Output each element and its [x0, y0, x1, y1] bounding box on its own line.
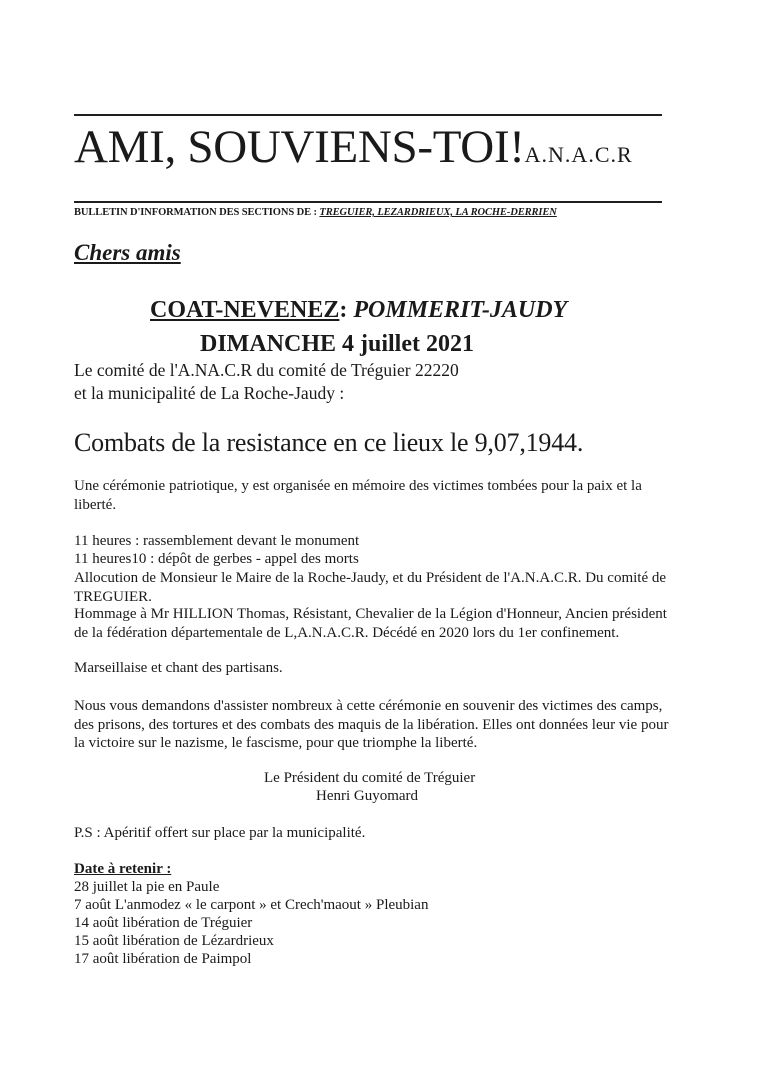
greeting: Chers amis	[74, 240, 181, 265]
appeal-text: Nous vous demandons d'assister nombreux à cette cérémonie en souvenir des victimes des camps, des prisons, des tortures et des combats des maquis de la libération. Elles ont données leur vie pour la victoire sur le nazisme, le fascisme, pour que triomphe la liberté.	[74, 698, 669, 751]
headline: Combats de la resistance en ce lieux le 9,07,1944.	[74, 428, 584, 457]
masthead	[74, 121, 633, 173]
program-hommage: Hommage à Mr HILLION Thomas, Résistant, Chevalier de la Légion d'Honneur, Ancien président de la fédération départementale de L,A.N.A.C.R. Décédé en 2020 lors du 1er confinement.	[74, 606, 667, 641]
ceremony-text: Une cérémonie patriotique, y est organisée en mémoire des victimes tombées pour la paix et la liberté.	[74, 478, 642, 513]
bulletin-prefix: BULLETIN D'INFORMATION DES SECTIONS DE :	[74, 207, 320, 218]
masthead-org: A.N.A.C.R	[524, 142, 633, 167]
intro-line-1: Le comité de l'A.NA.C.R du comité de Tréguier 22220	[74, 360, 459, 380]
event-date: DIMANCHE 4 juillet 2021	[200, 331, 474, 357]
date-item: 28 juillet la pie en Paule	[74, 879, 220, 895]
program-line-1: 11 heures : rassemblement devant le monument	[74, 533, 360, 549]
event-separator: :	[339, 297, 354, 323]
intro-line-2: et la municipalité de La Roche-Jaudy :	[74, 383, 345, 403]
program-allocution: Allocution de Monsieur le Maire de la Roche-Jaudy, et du Président de l'A.N.A.C.R. Du comité de TREGUIER.	[74, 570, 667, 605]
date-item: 15 août libération de Lézardrieux	[74, 933, 274, 949]
event-place: COAT-NEVENEZ	[150, 297, 340, 323]
masthead-title: AMI, SOUVIENS-TOI!	[74, 121, 525, 173]
event-town: POMMERIT-JAUDY	[353, 297, 568, 323]
signature-role: Le Président du comité de Tréguier	[264, 770, 476, 786]
date-item: 14 août libération de Tréguier	[74, 915, 253, 931]
top-rule	[74, 114, 662, 116]
event-location	[150, 297, 567, 324]
signature-name: Henri Guyomard	[316, 788, 419, 804]
date-item: 17 août libération de Paimpol	[74, 951, 252, 967]
program-closing: Marseillaise et chant des partisans.	[74, 660, 283, 676]
dates-title: Date à retenir :	[74, 861, 172, 877]
date-item: 7 août L'anmodez « le carpont » et Crech'maout » Pleubian	[74, 897, 429, 913]
program-line-2: 11 heures10 : dépôt de gerbes - appel des morts	[74, 551, 359, 567]
masthead-rule	[74, 201, 662, 203]
ps-note: P.S : Apéritif offert sur place par la municipalité.	[74, 825, 366, 841]
bulletin-line	[74, 207, 557, 218]
bulletin-sections: TREGUIER, LEZARDRIEUX, LA ROCHE-DERRIEN	[319, 207, 557, 218]
